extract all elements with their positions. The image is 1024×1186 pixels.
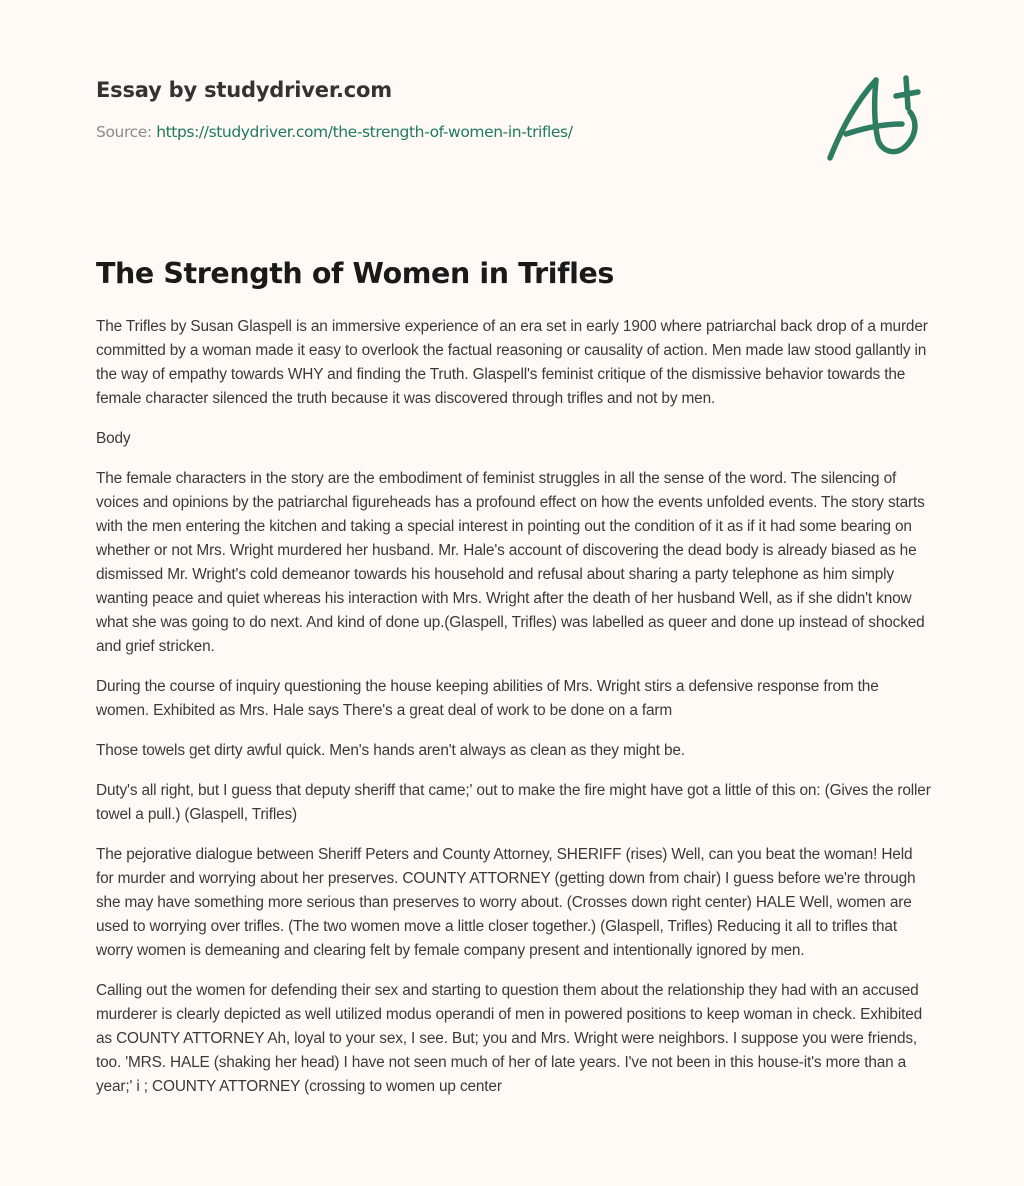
section-heading-body: Body — [96, 430, 131, 447]
paragraph: During the course of inquiry questioning the house keeping abilities of Mrs. Wright stirs a defensive response from the women. Exhibited as Mrs. Hale says There's a great deal of work to be done on a farm — [96, 678, 879, 719]
paragraph-intro: The Trifles by Susan Glaspell is an immersive experience of an era set in early 1900 where patriarchal back drop of a murder committed by a woman made it easy to overlook the factual reasoning or causality of action. Men made law stood gallantly in the way of empathy towards WHY and finding the Truth. Glaspell's feminist critique of the dismissive behavior towards the female character silenced the truth because it was discovered through trifles and not by men. — [96, 318, 928, 407]
source-link[interactable]: https://studydriver.com/the-strength-of-women-in-trifles/ — [156, 123, 573, 141]
page-header — [96, 72, 928, 142]
paragraph: Calling out the women for defending their sex and starting to question them about the relationship they had with an accused murderer is clearly depicted as well utilized modus operandi of men in powered positions to keep woman in check. Exhibited as COUNTY ATTORNEY Ah, loyal to your sex, I see. But; you and Mrs. Wright were neighbors. I suppose you were friends, too. 'MRS. HALE (shaking her head) I have not seen much of her of late years. I've not been in this house-it's more than a year;' i ; COUNTY ATTORNEY (crossing to women up center — [96, 982, 923, 1095]
source-line — [96, 122, 928, 142]
brand-title: Essay by studydriver.com — [96, 78, 392, 102]
article-body — [96, 315, 932, 1115]
paragraph-quote: Duty's all right, but I guess that deputy sheriff that came;' out to make the fire might have got a little of this on: (Gives the roller towel a pull.) (Glaspell, Trifles) — [96, 782, 931, 823]
source-label: Source: — [96, 123, 152, 141]
paragraph-quote: Those towels get dirty awful quick. Men's hands aren't always as clean as they might be. — [96, 742, 685, 759]
article-title: The Strength of Women in Trifles — [96, 257, 614, 290]
paragraph: The pejorative dialogue between Sheriff Peters and County Attorney, SHERIFF (rises) Well, can you beat the woman! Held for murder and worrying about her preserves. COUNTY ATTORNEY (getting down from chair) I guess before we're through she may have something more serious than preserves to worry about. (Crosses down right center) HALE Well, women are used to worrying over trifles. (The two women move a little closer together.) (Glaspell, Trifles) Reducing it all to trifles that worry women is demeaning and clearing felt by female company present and intentionally ignored by men. — [96, 846, 916, 959]
paragraph: The female characters in the story are the embodiment of feminist struggles in all the sense of the word. The silencing of voices and opinions by the patriarchal figureheads has a profound effect on how the events unfolded events. The story starts with the men entering the kitchen and taking a special interest in pointing out the condition of it as if it had some bearing on whether or not Mrs. Wright murdered her husband. Mr. Hale's account of discovering the dead body is already biased as he dismissed Mr. Wright's cold demeanor towards his household and refusal about sharing a party telephone as him simply wanting peace and quiet whereas his interaction with Mrs. Wright after the death of her husband Well, as if she didn't know what she was going to do next. And kind of done up.(Glaspell, Trifles) was labelled as queer and done up instead of shocked and grief stricken. — [96, 470, 925, 655]
a-plus-grade-icon — [820, 66, 930, 166]
